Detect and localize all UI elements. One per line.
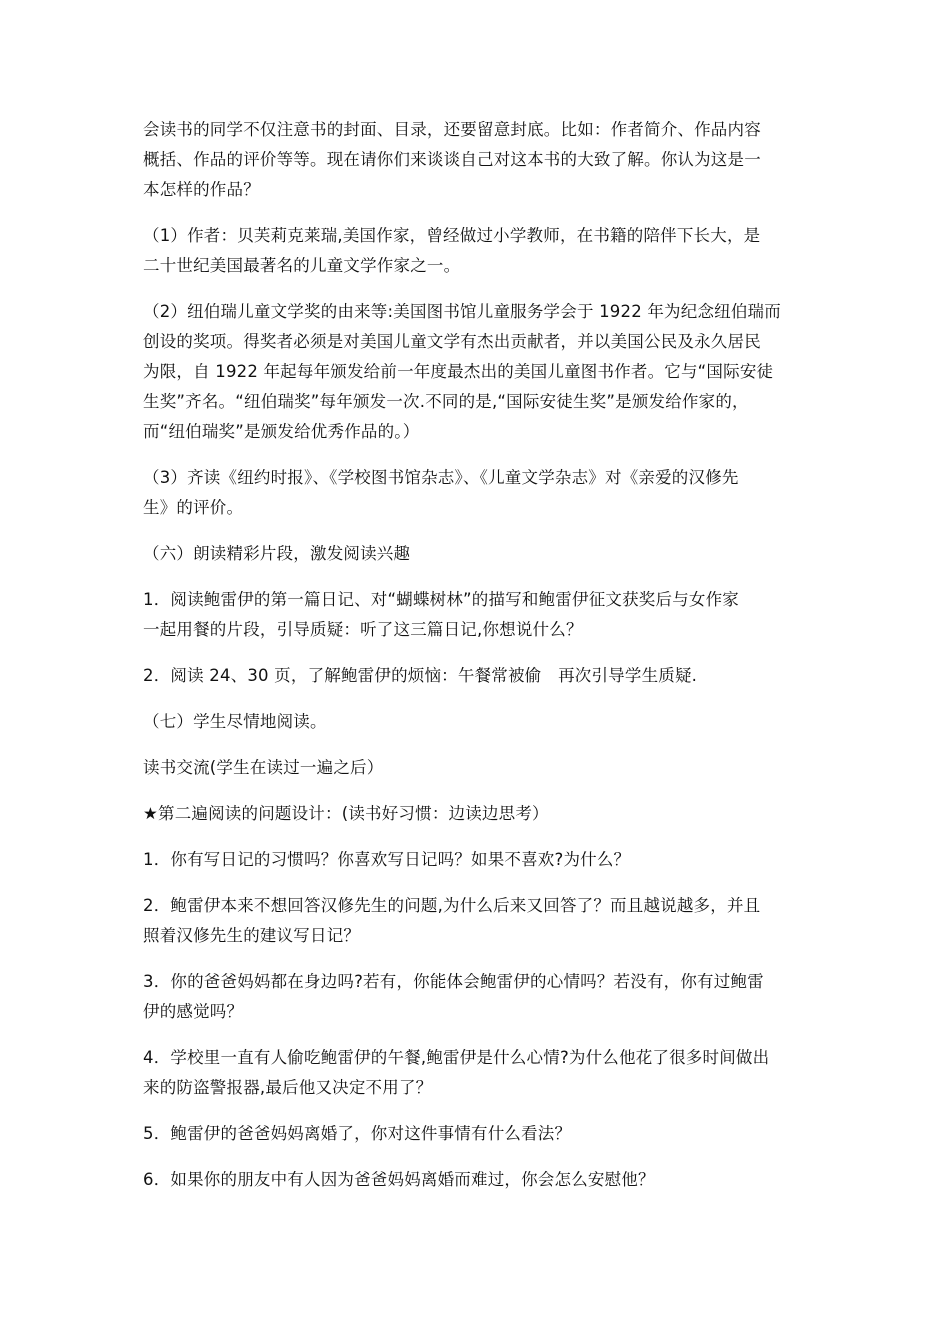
paragraph (143, 221, 823, 281)
text-line: （3）齐读《纽约时报》、《学校图书馆杂志》、《儿童文学杂志》对《亲爱的汉修先 (143, 468, 739, 487)
text-line: 来的防盗警报器,最后他又决定不用了？ (143, 1078, 433, 1097)
text-line: 3．你的爸爸妈妈都在身边吗?若有，你能体会鲍雷伊的心情吗？若没有，你有过鲍雷 (143, 972, 764, 991)
paragraph (143, 115, 823, 205)
paragraph (143, 297, 823, 447)
document-body (143, 115, 823, 1211)
text-line: 2．鲍雷伊本来不想回答汉修先生的问题,为什么后来又回答了？而且越说越多，并且 (143, 896, 761, 915)
paragraph (143, 1119, 823, 1149)
text-line: 生》的评价。 (143, 498, 244, 517)
text-line: 5．鲍雷伊的爸爸妈妈离婚了，你对这件事情有什么看法？ (143, 1124, 572, 1143)
paragraph (143, 753, 823, 783)
paragraph (143, 585, 823, 645)
paragraph (143, 707, 823, 737)
text-line: 本怎样的作品？ (143, 180, 260, 199)
text-line: 1．你有写日记的习惯吗？你喜欢写日记吗？如果不喜欢?为什么？ (143, 850, 631, 869)
paragraph (143, 799, 823, 829)
text-line: 1．阅读鲍雷伊的第一篇日记、对“蝴蝶树林”的描写和鲍雷伊征文获奖后与女作家 (143, 590, 739, 609)
text-line: 2．阅读 24、30 页，了解鲍雷伊的烦恼：午餐常被偷 再次引导学生质疑. (143, 666, 698, 685)
text-line: 会读书的同学不仅注意书的封面、目录，还要留意封底。比如：作者简介、作品内容 (143, 120, 761, 139)
paragraph (143, 891, 823, 951)
paragraph (143, 539, 823, 569)
text-line: 生奖”齐名。“纽伯瑞奖”每年颁发一次.不同的是,“国际安徒生奖”是颁发给作家的， (143, 392, 749, 411)
paragraph (143, 967, 823, 1027)
text-line: 照着汉修先生的建议写日记？ (143, 926, 361, 945)
paragraph (143, 1043, 823, 1103)
text-line: 为限，自 1922 年起每年颁发给前一年度最杰出的美国儿童图书作者。它与“国际安徒 (143, 362, 774, 381)
text-line: 二十世纪美国最著名的儿童文学作家之一。 (143, 256, 461, 275)
text-line: 读书交流(学生在读过一遍之后） (143, 758, 384, 777)
text-line: （2）纽伯瑞儿童文学奖的由来等:美国图书馆儿童服务学会于 1922 年为纪念纽伯瑞而 (143, 302, 781, 321)
paragraph (143, 1165, 823, 1195)
text-line: （七）学生尽情地阅读。 (143, 712, 327, 731)
text-line: 一起用餐的片段，引导质疑：听了这三篇日记,你想说什么？ (143, 620, 583, 639)
text-line: 4．学校里一直有人偷吃鲍雷伊的午餐,鲍雷伊是什么心情?为什么他花了很多时间做出 (143, 1048, 770, 1067)
text-line: ★第二遍阅读的问题设计：(读书好习惯：边读边思考） (143, 804, 549, 823)
text-line: 而“纽伯瑞奖”是颁发给优秀作品的。） (143, 422, 420, 441)
text-line: 概括、作品的评价等等。现在请你们来谈谈自己对这本书的大致了解。你认为这是一 (143, 150, 761, 169)
text-line: 伊的感觉吗？ (143, 1002, 244, 1021)
paragraph (143, 845, 823, 875)
text-line: 6．如果你的朋友中有人因为爸爸妈妈离婚而难过，你会怎么安慰他？ (143, 1170, 655, 1189)
text-line: （1）作者：贝芙莉克莱瑞,美国作家，曾经做过小学教师，在书籍的陪伴下长大，是 (143, 226, 761, 245)
text-line: （六）朗读精彩片段，激发阅读兴趣 (143, 544, 411, 563)
paragraph (143, 661, 823, 691)
text-line: 创设的奖项。得奖者必须是对美国儿童文学有杰出贡献者，并以美国公民及永久居民 (143, 332, 761, 351)
paragraph (143, 463, 823, 523)
